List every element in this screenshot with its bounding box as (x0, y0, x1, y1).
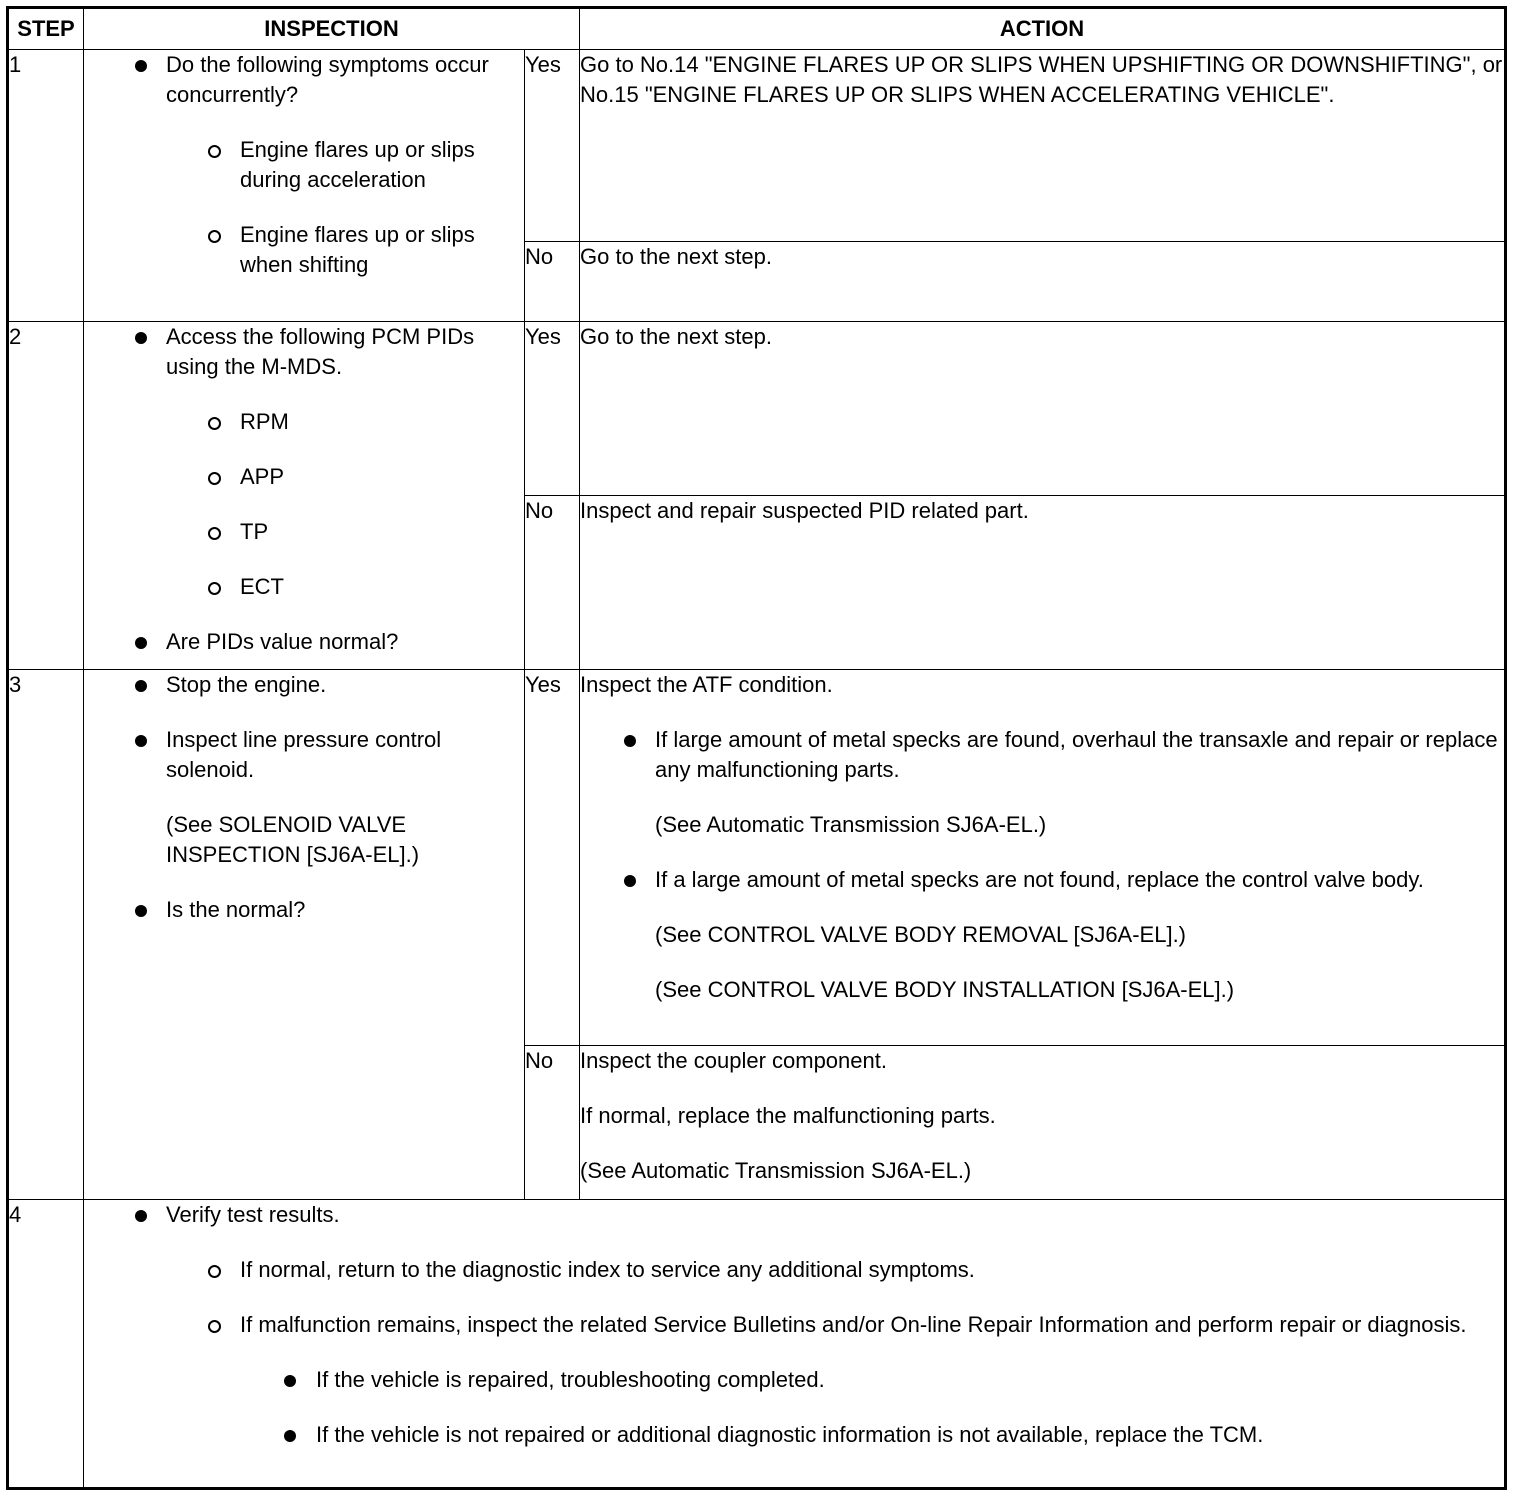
step-4-row (8, 1200, 1506, 1489)
no-action (580, 242, 1506, 322)
step-3-inspection (84, 670, 525, 1200)
reference-text: (See Automatic Transmission SJ6A-EL.) (580, 1158, 972, 1183)
action-text: Inspect the coupler component. (580, 1048, 887, 1073)
sub-bullet: APP (84, 462, 524, 492)
step-number: 4 (8, 1200, 84, 1489)
step-number: 2 (8, 322, 84, 670)
sub-bullet: If normal, return to the diagnostic index to service any additional symptoms. (84, 1255, 1504, 1285)
step-4-inspection (84, 1200, 1506, 1489)
reference-text: (See SOLENOID VALVE INSPECTION [SJ6A-EL].) (166, 812, 420, 867)
step-3-yes-row (8, 670, 1506, 1046)
yes-action (580, 322, 1506, 496)
sub-bullet: If malfunction remains, inspect the related Service Bulletins and/or On-line Repair Information and perform repair or diagnosis. (84, 1310, 1504, 1340)
header-action: ACTION (580, 8, 1506, 50)
diagnostic-table (6, 6, 1507, 1490)
sub-sub-bullet: If the vehicle is repaired, troubleshooting completed. (84, 1365, 1504, 1395)
step-1-yes-row (8, 50, 1506, 242)
bullet: Is the normal? (84, 895, 524, 925)
reference-text: (See CONTROL VALVE BODY INSTALLATION [SJ6A-EL].) (655, 977, 1235, 1002)
bullet: Are PIDs value normal? (84, 627, 524, 657)
no-label: No (525, 1046, 580, 1200)
sub-bullet: Engine flares up or slips when shifting (84, 220, 524, 280)
action-bullet: If a large amount of metal specks are not found, replace the control valve body. (580, 865, 1504, 895)
header-row (8, 8, 1506, 50)
yes-label: Yes (525, 50, 580, 242)
no-label: No (525, 496, 580, 670)
no-action (580, 496, 1506, 670)
header-step: STEP (8, 8, 84, 50)
yes-action (580, 670, 1506, 1046)
sub-bullet: RPM (84, 407, 524, 437)
action-text: Inspect the ATF condition. (580, 672, 833, 697)
bullet: Stop the engine. (84, 670, 524, 700)
action-text: Go to No.14 "ENGINE FLARES UP OR SLIPS WHEN UPSHIFTING OR DOWNSHIFTING", or No.15 "ENGINE FLARES UP OR SLIPS WHEN ACCELERATING VEHICLE". (580, 52, 1503, 107)
header-inspection: INSPECTION (84, 8, 580, 50)
yes-label: Yes (525, 670, 580, 1046)
action-bullet: If large amount of metal specks are found, overhaul the transaxle and repair or replace any malfunctioning parts. (580, 725, 1504, 785)
step-2-yes-row (8, 322, 1506, 496)
sub-sub-bullet: If the vehicle is not repaired or additional diagnostic information is not available, replace the TCM. (84, 1420, 1504, 1450)
step-number: 1 (8, 50, 84, 322)
bullet: Access the following PCM PIDs using the M-MDS. (84, 322, 524, 382)
reference-text: (See CONTROL VALVE BODY REMOVAL [SJ6A-EL].) (655, 922, 1187, 947)
reference-text: (See Automatic Transmission SJ6A-EL.) (655, 812, 1047, 837)
sub-bullet: TP (84, 517, 524, 547)
bullet: Verify test results. (84, 1200, 1504, 1230)
step-1-inspection (84, 50, 525, 322)
yes-action (580, 50, 1506, 242)
action-text: Inspect and repair suspected PID related part. (580, 498, 1029, 523)
action-text: Go to the next step. (580, 324, 773, 349)
step-2-inspection (84, 322, 525, 670)
action-text: If normal, replace the malfunctioning parts. (580, 1103, 996, 1128)
no-action (580, 1046, 1506, 1200)
sub-bullet: Engine flares up or slips during acceleration (84, 135, 524, 195)
sub-bullet: ECT (84, 572, 524, 602)
step-number: 3 (8, 670, 84, 1200)
action-text: Go to the next step. (580, 244, 773, 269)
yes-label: Yes (525, 322, 580, 496)
bullet: Inspect line pressure control solenoid. (84, 725, 524, 785)
no-label: No (525, 242, 580, 322)
bullet: Do the following symptoms occur concurrently? (84, 50, 524, 110)
